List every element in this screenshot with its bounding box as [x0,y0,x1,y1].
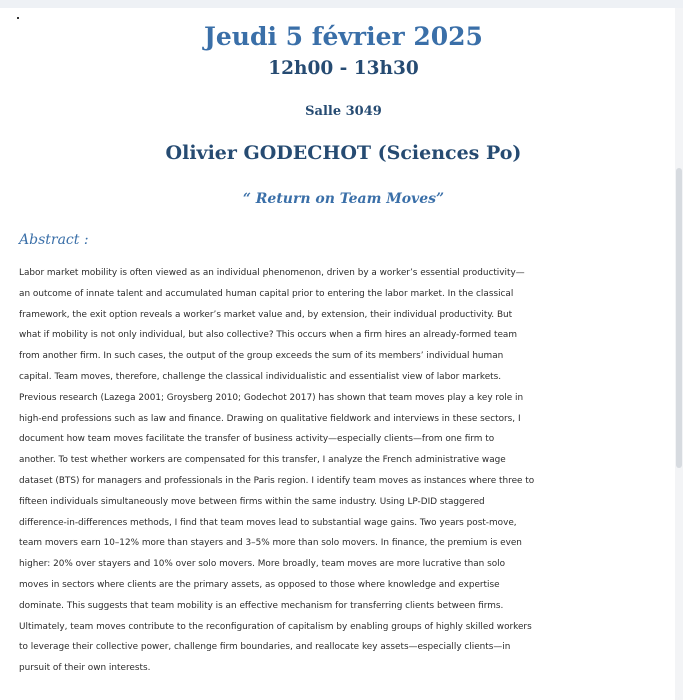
abstract-line: framework, the exit option reveals a worker’s market value and, by extension, their individual productivity. But [19,309,513,320]
abstract-line: difference-in-differences methods, I find that team moves lead to substantial wage gains. Two years post-move, [19,517,517,528]
speaker-name: Olivier GODECHOT (Sciences Po) [165,142,522,164]
scrollbar-thumb[interactable] [676,168,682,468]
abstract-body [19,263,675,679]
abstract-line: Previous research (Lazega 2001; Groysberg 2010; Godechot 2017) has shown that team moves play a key role in [19,392,524,403]
stray-dot [17,17,19,19]
abstract-line: from another firm. In such cases, the output of the group exceeds the sum of its members’ individual human [19,351,504,362]
abstract-line: dominate. This suggests that team mobility is an effective mechanism for transferring clients between firms. [19,600,504,611]
abstract-line: Labor market mobility is often viewed as an individual phenomenon, driven by a worker’s essential productivity— [19,268,525,278]
abstract-line: team movers earn 10–12% more than stayers and 3–5% more than solo movers. In finance, the premium is even [19,538,522,549]
top-bar [0,0,683,8]
scrollbar[interactable] [675,8,683,700]
abstract-line: moves in sectors where clients are the primary assets, as opposed to those where knowledge and expertise [19,579,500,590]
abstract-line: fifteen individuals simultaneously move between firms within the same industry. Using LP-DID staggered [19,496,485,507]
event-room: Salle 3049 [305,104,382,119]
abstract-line: another. To test whether workers are compensated for this transfer, I analyze the French administrative wage [19,455,506,466]
abstract-line: to leverage their collective power, challenge firm boundaries, and reallocate key assets—especially clients—in [19,642,511,653]
abstract-label: Abstract : [19,232,89,248]
talk-title: “ Return on Team Moves” [242,191,445,207]
abstract-line: capital. Team moves, therefore, challenge the classical individualistic and essentialist view of labor markets. [19,371,502,382]
abstract-line: high-end professions such as law and finance. Drawing on qualitative fieldwork and interviews in these sectors, I [19,413,521,424]
abstract-line: document how team moves facilitate the transfer of business activity—especially clients—from one firm to [19,434,495,445]
abstract-line: an outcome of innate talent and accumulated human capital prior to entering the labor market. In the classical [19,288,514,299]
event-date: Jeudi 5 février 2025 [204,22,483,51]
event-time: 12h00 - 13h30 [268,58,419,79]
abstract-line: dataset (BTS) for managers and professionals in the Paris region. I identify team moves as instances where three to [19,475,535,486]
abstract-line: Ultimately, team moves contribute to the reconfiguration of capitalism by enabling groups of highly skilled workers [19,621,532,632]
abstract-line: pursuit of their own interests. [19,663,151,674]
abstract-line: higher: 20% over stayers and 10% over solo movers. More broadly, team moves are more lucrative than solo [19,559,506,570]
seminar-announcement [0,8,675,700]
abstract-line: what if mobility is not only individual, but also collective? This occurs when a firm hires an already-formed team [19,330,517,341]
